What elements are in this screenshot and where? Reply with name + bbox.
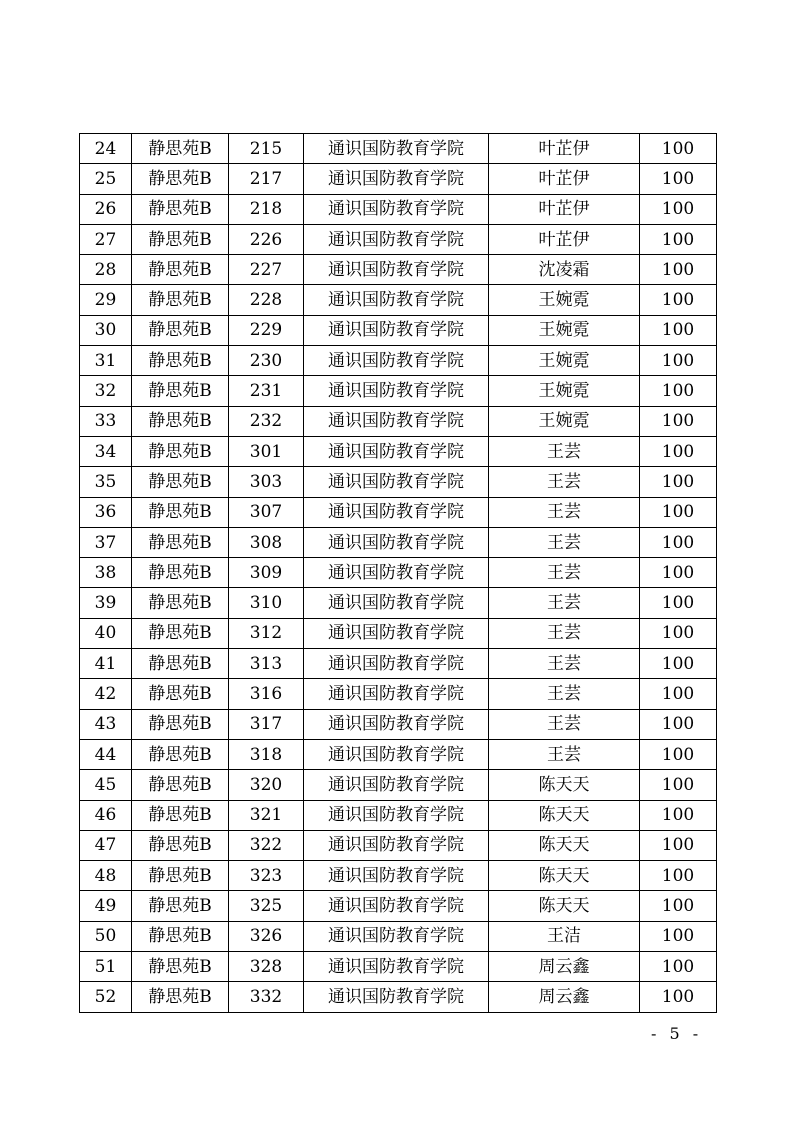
score-cell: 100 (640, 406, 717, 436)
score-cell: 100 (640, 376, 717, 406)
row-number-cell: 41 (80, 649, 132, 679)
room-number-cell: 230 (229, 346, 304, 376)
room-number-cell: 215 (229, 134, 304, 164)
row-number-cell: 51 (80, 952, 132, 982)
inspector-name-cell: 陈天天 (489, 770, 640, 800)
row-number-cell: 42 (80, 679, 132, 709)
table-row (80, 467, 717, 497)
row-number-cell: 45 (80, 770, 132, 800)
inspector-name-cell: 王婉霓 (489, 346, 640, 376)
college-cell: 通识国防教育学院 (304, 224, 489, 254)
table-row (80, 194, 717, 224)
room-number-cell: 226 (229, 224, 304, 254)
room-number-cell: 323 (229, 861, 304, 891)
college-cell: 通识国防教育学院 (304, 194, 489, 224)
room-number-cell: 303 (229, 467, 304, 497)
college-cell: 通识国防教育学院 (304, 739, 489, 769)
room-number-cell: 320 (229, 770, 304, 800)
row-number-cell: 32 (80, 376, 132, 406)
room-number-cell: 328 (229, 952, 304, 982)
inspector-name-cell: 王芸 (489, 649, 640, 679)
room-number-cell: 218 (229, 194, 304, 224)
college-cell: 通识国防教育学院 (304, 588, 489, 618)
row-number-cell: 28 (80, 255, 132, 285)
college-cell: 通识国防教育学院 (304, 800, 489, 830)
row-number-cell: 24 (80, 134, 132, 164)
row-number-cell: 25 (80, 164, 132, 194)
row-number-cell: 35 (80, 467, 132, 497)
room-number-cell: 309 (229, 558, 304, 588)
college-cell: 通识国防教育学院 (304, 346, 489, 376)
score-cell: 100 (640, 255, 717, 285)
college-cell: 通识国防教育学院 (304, 679, 489, 709)
inspector-name-cell: 王芸 (489, 709, 640, 739)
room-number-cell: 332 (229, 982, 304, 1012)
score-cell: 100 (640, 739, 717, 769)
building-cell: 静思苑B (132, 649, 229, 679)
building-cell: 静思苑B (132, 921, 229, 951)
score-cell: 100 (640, 891, 717, 921)
building-cell: 静思苑B (132, 436, 229, 466)
college-cell: 通识国防教育学院 (304, 921, 489, 951)
row-number-cell: 26 (80, 194, 132, 224)
row-number-cell: 34 (80, 436, 132, 466)
building-cell: 静思苑B (132, 527, 229, 557)
score-cell: 100 (640, 679, 717, 709)
table-row (80, 558, 717, 588)
table-row (80, 497, 717, 527)
college-cell: 通识国防教育学院 (304, 952, 489, 982)
score-cell: 100 (640, 315, 717, 345)
score-cell: 100 (640, 588, 717, 618)
college-cell: 通识国防教育学院 (304, 164, 489, 194)
row-number-cell: 30 (80, 315, 132, 345)
building-cell: 静思苑B (132, 346, 229, 376)
building-cell: 静思苑B (132, 558, 229, 588)
row-number-cell: 40 (80, 618, 132, 648)
building-cell: 静思苑B (132, 224, 229, 254)
room-number-cell: 312 (229, 618, 304, 648)
building-cell: 静思苑B (132, 891, 229, 921)
building-cell: 静思苑B (132, 861, 229, 891)
inspector-name-cell: 王芸 (489, 558, 640, 588)
row-number-cell: 46 (80, 800, 132, 830)
room-number-cell: 310 (229, 588, 304, 618)
building-cell: 静思苑B (132, 285, 229, 315)
table-row (80, 285, 717, 315)
college-cell: 通识国防教育学院 (304, 285, 489, 315)
row-number-cell: 29 (80, 285, 132, 315)
building-cell: 静思苑B (132, 467, 229, 497)
building-cell: 静思苑B (132, 315, 229, 345)
building-cell: 静思苑B (132, 497, 229, 527)
inspector-name-cell: 王婉霓 (489, 315, 640, 345)
room-number-cell: 322 (229, 830, 304, 860)
table-row (80, 527, 717, 557)
building-cell: 静思苑B (132, 618, 229, 648)
inspector-name-cell: 叶芷伊 (489, 224, 640, 254)
college-cell: 通识国防教育学院 (304, 315, 489, 345)
table-row (80, 800, 717, 830)
table-row (80, 315, 717, 345)
room-number-cell: 325 (229, 891, 304, 921)
score-cell: 100 (640, 346, 717, 376)
table-row (80, 618, 717, 648)
building-cell: 静思苑B (132, 830, 229, 860)
college-cell: 通识国防教育学院 (304, 982, 489, 1012)
row-number-cell: 27 (80, 224, 132, 254)
room-number-cell: 307 (229, 497, 304, 527)
room-number-cell: 318 (229, 739, 304, 769)
score-cell: 100 (640, 921, 717, 951)
table-row (80, 255, 717, 285)
row-number-cell: 39 (80, 588, 132, 618)
table-row (80, 952, 717, 982)
score-cell: 100 (640, 830, 717, 860)
college-cell: 通识国防教育学院 (304, 255, 489, 285)
table-row (80, 679, 717, 709)
room-number-cell: 321 (229, 800, 304, 830)
room-number-cell: 227 (229, 255, 304, 285)
table-row (80, 891, 717, 921)
inspector-name-cell: 沈凌霜 (489, 255, 640, 285)
table-row (80, 436, 717, 466)
score-cell: 100 (640, 164, 717, 194)
room-number-cell: 217 (229, 164, 304, 194)
inspector-name-cell: 王芸 (489, 497, 640, 527)
college-cell: 通识国防教育学院 (304, 134, 489, 164)
row-number-cell: 43 (80, 709, 132, 739)
college-cell: 通识国防教育学院 (304, 709, 489, 739)
room-number-cell: 313 (229, 649, 304, 679)
inspector-name-cell: 王洁 (489, 921, 640, 951)
score-cell: 100 (640, 558, 717, 588)
inspector-name-cell: 王芸 (489, 467, 640, 497)
table-row (80, 406, 717, 436)
table-row (80, 861, 717, 891)
score-cell: 100 (640, 497, 717, 527)
table-row (80, 982, 717, 1012)
row-number-cell: 52 (80, 982, 132, 1012)
score-cell: 100 (640, 436, 717, 466)
room-number-cell: 301 (229, 436, 304, 466)
inspector-name-cell: 叶芷伊 (489, 194, 640, 224)
inspector-name-cell: 王婉霓 (489, 376, 640, 406)
table-row (80, 739, 717, 769)
table-row (80, 376, 717, 406)
college-cell: 通识国防教育学院 (304, 618, 489, 648)
college-cell: 通识国防教育学院 (304, 467, 489, 497)
building-cell: 静思苑B (132, 164, 229, 194)
table-row (80, 709, 717, 739)
row-number-cell: 44 (80, 739, 132, 769)
building-cell: 静思苑B (132, 376, 229, 406)
inspector-name-cell: 周云鑫 (489, 952, 640, 982)
row-number-cell: 49 (80, 891, 132, 921)
score-cell: 100 (640, 134, 717, 164)
row-number-cell: 38 (80, 558, 132, 588)
college-cell: 通识国防教育学院 (304, 649, 489, 679)
inspector-name-cell: 陈天天 (489, 800, 640, 830)
table-row (80, 770, 717, 800)
building-cell: 静思苑B (132, 679, 229, 709)
table-row (80, 224, 717, 254)
building-cell: 静思苑B (132, 800, 229, 830)
inspector-name-cell: 陈天天 (489, 891, 640, 921)
room-number-cell: 228 (229, 285, 304, 315)
inspector-name-cell: 叶芷伊 (489, 164, 640, 194)
table-row (80, 921, 717, 951)
inspector-name-cell: 王芸 (489, 679, 640, 709)
table-row (80, 649, 717, 679)
inspector-name-cell: 周云鑫 (489, 982, 640, 1012)
building-cell: 静思苑B (132, 255, 229, 285)
building-cell: 静思苑B (132, 982, 229, 1012)
room-number-cell: 308 (229, 527, 304, 557)
score-cell: 100 (640, 770, 717, 800)
building-cell: 静思苑B (132, 952, 229, 982)
room-number-cell: 232 (229, 406, 304, 436)
college-cell: 通识国防教育学院 (304, 436, 489, 466)
score-cell: 100 (640, 982, 717, 1012)
inspector-name-cell: 叶芷伊 (489, 134, 640, 164)
inspector-name-cell: 王婉霓 (489, 285, 640, 315)
inspector-name-cell: 王婉霓 (489, 406, 640, 436)
inspector-name-cell: 王芸 (489, 618, 640, 648)
table-row (80, 134, 717, 164)
inspector-name-cell: 王芸 (489, 527, 640, 557)
row-number-cell: 47 (80, 830, 132, 860)
room-number-cell: 326 (229, 921, 304, 951)
row-number-cell: 48 (80, 861, 132, 891)
college-cell: 通识国防教育学院 (304, 770, 489, 800)
score-cell: 100 (640, 709, 717, 739)
dorm-inspection-table (79, 133, 717, 1013)
inspector-name-cell: 王芸 (489, 588, 640, 618)
room-number-cell: 317 (229, 709, 304, 739)
table-row (80, 830, 717, 860)
college-cell: 通识国防教育学院 (304, 558, 489, 588)
score-cell: 100 (640, 800, 717, 830)
row-number-cell: 33 (80, 406, 132, 436)
score-cell: 100 (640, 527, 717, 557)
inspector-name-cell: 王芸 (489, 739, 640, 769)
inspector-name-cell: 陈天天 (489, 830, 640, 860)
building-cell: 静思苑B (132, 709, 229, 739)
score-cell: 100 (640, 224, 717, 254)
building-cell: 静思苑B (132, 194, 229, 224)
score-cell: 100 (640, 649, 717, 679)
building-cell: 静思苑B (132, 406, 229, 436)
row-number-cell: 50 (80, 921, 132, 951)
college-cell: 通识国防教育学院 (304, 406, 489, 436)
row-number-cell: 36 (80, 497, 132, 527)
score-cell: 100 (640, 467, 717, 497)
room-number-cell: 316 (229, 679, 304, 709)
room-number-cell: 231 (229, 376, 304, 406)
college-cell: 通识国防教育学院 (304, 891, 489, 921)
score-cell: 100 (640, 194, 717, 224)
table-row (80, 588, 717, 618)
room-number-cell: 229 (229, 315, 304, 345)
score-cell: 100 (640, 861, 717, 891)
table-row (80, 164, 717, 194)
table-row (80, 346, 717, 376)
college-cell: 通识国防教育学院 (304, 497, 489, 527)
college-cell: 通识国防教育学院 (304, 527, 489, 557)
college-cell: 通识国防教育学院 (304, 376, 489, 406)
inspector-name-cell: 陈天天 (489, 861, 640, 891)
table-body (80, 134, 717, 1013)
row-number-cell: 37 (80, 527, 132, 557)
page-number: - 5 - (651, 1024, 703, 1043)
college-cell: 通识国防教育学院 (304, 861, 489, 891)
inspector-name-cell: 王芸 (489, 436, 640, 466)
college-cell: 通识国防教育学院 (304, 830, 489, 860)
score-cell: 100 (640, 952, 717, 982)
building-cell: 静思苑B (132, 588, 229, 618)
row-number-cell: 31 (80, 346, 132, 376)
score-cell: 100 (640, 618, 717, 648)
building-cell: 静思苑B (132, 770, 229, 800)
building-cell: 静思苑B (132, 739, 229, 769)
building-cell: 静思苑B (132, 134, 229, 164)
score-cell: 100 (640, 285, 717, 315)
